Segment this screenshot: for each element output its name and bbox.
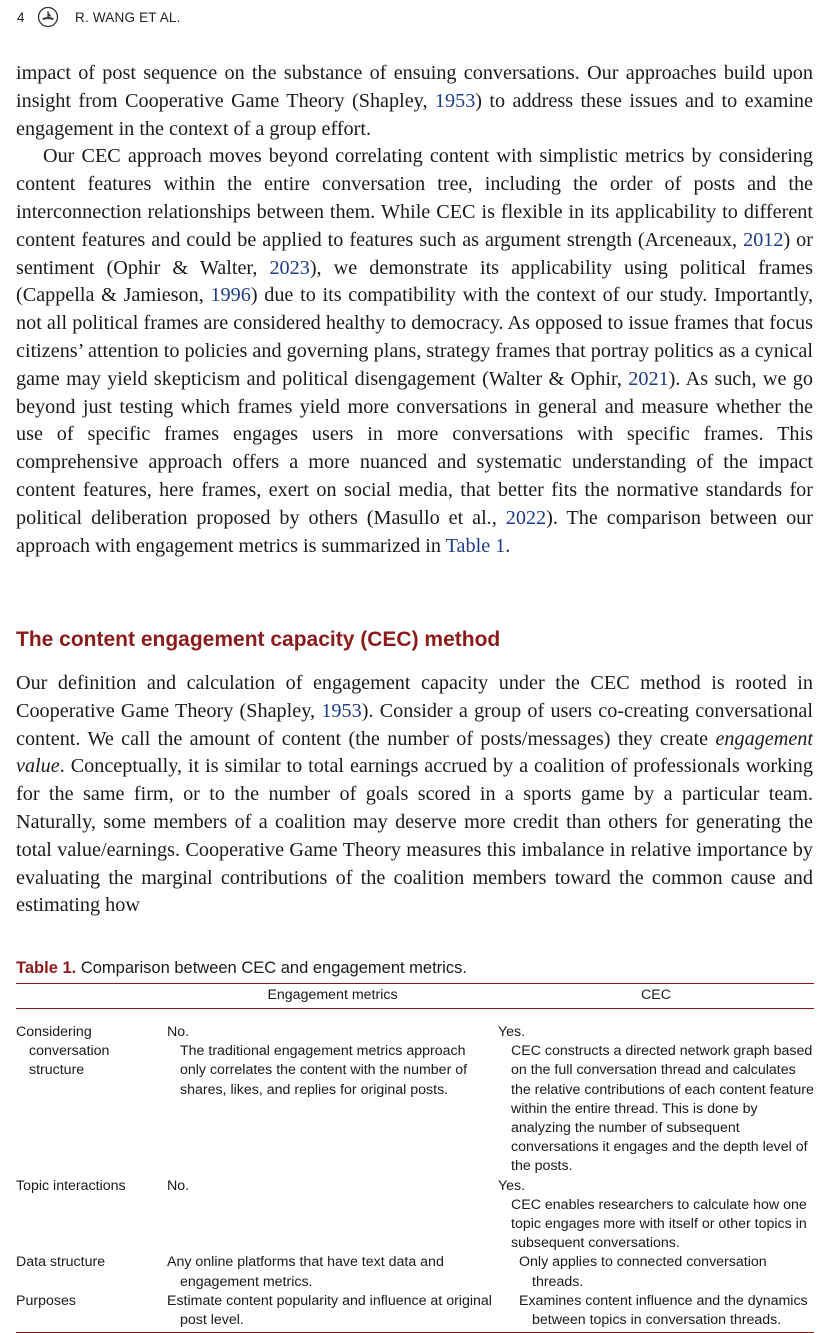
table-row (16, 1009, 814, 1177)
cell-detail: CEC enables researchers to calculate how one topic engages more with itself or other topics in subsequent conversations. (511, 1196, 807, 1252)
row-label-line: Purposes (16, 1292, 76, 1309)
p2-text-1: Our CEC approach moves beyond correlating content with simplistic metrics by considering content features within the entire conversation tree, including the order of posts and the interconnection relationships between them. While CEC is flexible in its applicability to different content features and could be applied to features such as argument strength (Arceneaux, (16, 145, 813, 251)
header-cec: CEC (641, 987, 671, 1004)
row-label (16, 1292, 167, 1330)
p2-text-4: ) due to its compatibility with the context of our study. Importantly, not all political frames are considered healthy to democracy. As opposed to issue frames that focus citizens’ attention to policies and governing plans, strategy frames that portray politics as a cynical game may yield skepticism and political disengagement (Walter & Ophir, (16, 284, 813, 390)
row-label (16, 1177, 167, 1254)
row-label (16, 1253, 167, 1291)
p3-text-2: ). Consider a group of users co-creating conversational content. We call the amount of content (the number of posts/messages) they create (16, 699, 813, 750)
citation-link[interactable]: 1953 (321, 699, 362, 722)
p2-text-2: ) or sentiment (Ophir & Walter, (16, 228, 813, 279)
table-caption-text: Comparison between CEC and engagement metrics. (80, 959, 467, 977)
page-number: 4 (17, 9, 25, 25)
cell-detail: The traditional engagement metrics approach only correlates the content with the number of shares, likes, and replies for original posts. (180, 1043, 468, 1098)
cec-cell: Examines content influence and the dynamics between topics in conversation threads. (519, 1292, 808, 1329)
engagement-metrics-cell (167, 1177, 498, 1254)
cell-lead: No. (167, 1024, 190, 1040)
engagement-metrics-cell: Estimate content popularity and influence at original post level. (167, 1292, 492, 1329)
p2-text-3: ), we demonstrate its applicability using political frames (Cappella & Jamieson, (16, 256, 814, 307)
p1-text-2: ) to address these issues and to examine engagement in the context of a group effort. (16, 89, 813, 140)
p2-text-7: . (505, 534, 511, 557)
running-head-authors: R. WANG ET AL. (75, 9, 181, 25)
running-head (17, 6, 181, 28)
paragraph-1 (16, 60, 813, 143)
row-label-line: Topic interactions (16, 1177, 126, 1194)
paragraph-2 (16, 143, 813, 560)
p3-text-1: Our definition and calculation of engagement capacity under the CEC method is rooted in Cooperative Game Theory (Shapley, (16, 672, 813, 722)
citation-link[interactable]: 2023 (269, 256, 310, 279)
citation-link[interactable]: 1953 (434, 89, 476, 112)
p3-emphasis: engagement value (16, 727, 813, 778)
citation-link[interactable]: 1996 (210, 284, 251, 307)
paragraph-3 (16, 670, 813, 920)
cell-lead: Yes. (498, 1024, 526, 1040)
cec-cell (498, 1023, 814, 1177)
row-label-line: conversation (29, 1043, 110, 1060)
citation-link[interactable]: 2022 (505, 506, 547, 529)
body-text-bottom (16, 670, 813, 920)
cell-detail: CEC constructs a directed network graph based on the full conversation thread and calculates the relative contributions of each content feature within the entire thread. This is done by analyzing the number of subsequent conversations it engages and the depth level of the posts. (511, 1043, 814, 1175)
row-label-line: structure (29, 1062, 85, 1079)
taylor-francis-logo-icon (37, 6, 59, 28)
table-label: Table 1. (16, 959, 77, 977)
table-header-row (16, 984, 814, 1008)
header-engagement-metrics: Engagement metrics (267, 987, 398, 1004)
table-row (16, 1253, 814, 1291)
comparison-table (16, 983, 814, 1333)
p2-text-6: ). The comparison between our approach with engagement metrics is summarized in (16, 506, 813, 557)
p3-text-3: . Conceptually, it is similar to total earnings accrued by a coalition of professionals working for the same firm, or to the number of goals scored in a sports game by a particular team. Naturally, some members of a coalition may deserve more credit than others for generating the total value/earnings. Cooperative Game Theory measures this imbalance in relative importance by evaluating the marginal contributions of the coalition members toward the common cause and estimating how (16, 755, 813, 917)
p1-text-1: impact of post sequence on the substance of ensuing conversations. Our approaches build upon insight from Cooperative Game Theory (Shapley, (16, 62, 813, 112)
citation-link[interactable]: 2021 (628, 367, 669, 390)
table-row (16, 1177, 814, 1254)
table-row (16, 1292, 814, 1330)
section-heading: The content engagement capacity (CEC) method (16, 628, 501, 651)
p2-text-5: ). As such, we go beyond just testing which frames yield more conversations in general and measure whether the use of specific frames engages users in more conversations with specific frames. This comprehensive approach offers a more nuanced and systematic understanding of the impact content features, here frames, exert on social media, that better fits the normative standards for political deliberation proposed by others (Masullo et al., (16, 367, 813, 529)
cec-cell (498, 1177, 814, 1254)
body-text-top (16, 60, 813, 560)
table-reference-link[interactable]: Table 1 (445, 534, 506, 557)
table-caption (16, 959, 467, 978)
row-label-line: Considering (16, 1024, 92, 1040)
row-label (16, 1023, 167, 1177)
row-label-line: Data structure (16, 1254, 106, 1271)
engagement-metrics-cell: Any online platforms that have text data and engagement metrics. (167, 1254, 444, 1290)
citation-link[interactable]: 2012 (743, 228, 784, 251)
cell-lead: Yes. (498, 1177, 526, 1194)
engagement-metrics-cell (167, 1023, 498, 1177)
cec-cell: Only applies to connected conversation threads. (519, 1254, 767, 1290)
cell-lead: No. (167, 1177, 190, 1194)
